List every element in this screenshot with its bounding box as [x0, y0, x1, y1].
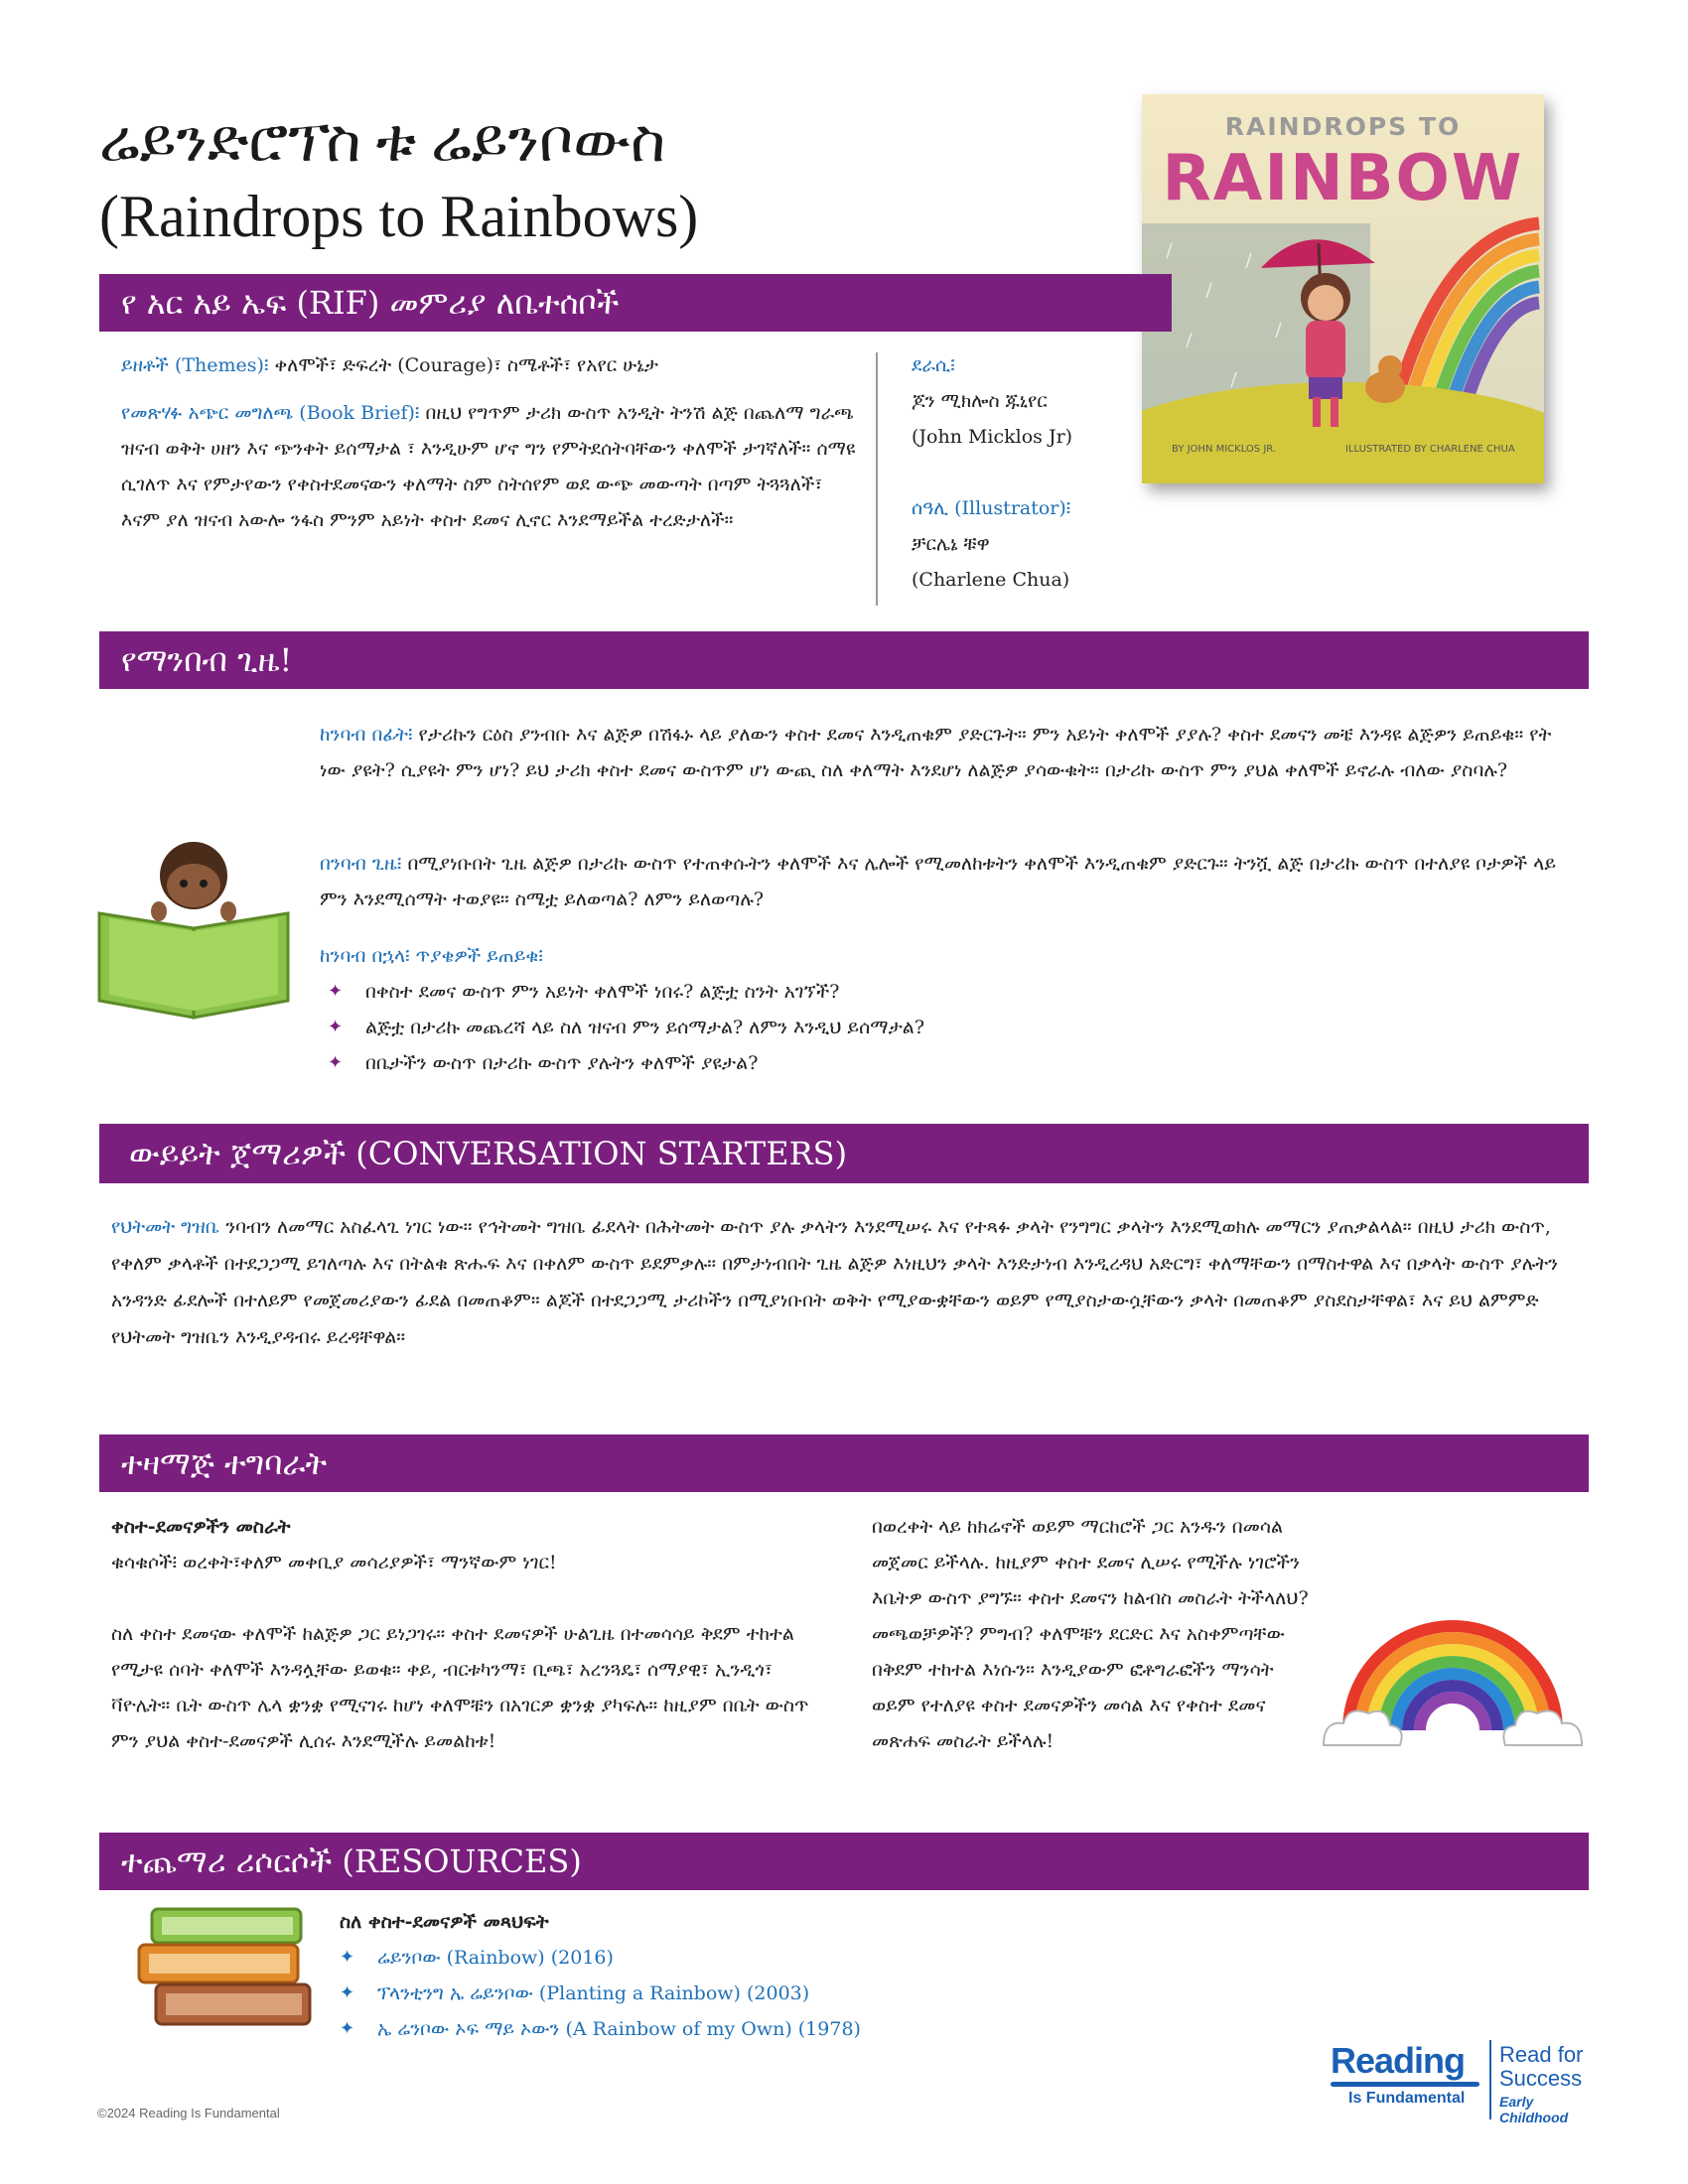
logo-divider: [1489, 2040, 1491, 2119]
logo-early-childhood: Early Childhood: [1499, 2094, 1569, 2125]
resources-book-list: [340, 1940, 1333, 2047]
after-reading-questions: [328, 974, 1519, 1081]
illustrator-name: ቻርሌኔ ቹዋ: [912, 533, 990, 555]
logo-success: Success: [1499, 2066, 1583, 2091]
rainbow-icon: [1319, 1557, 1587, 1760]
author-name-english: (John Micklos Jr): [912, 426, 1073, 448]
before-reading-paragraph: [320, 717, 1581, 788]
during-reading-text: በሚያነቡበት ጊዜ ልጅዎ በታሪኩ ውስጥ የተጠቀሱትን ቀለሞች እና ሌሎች የሚመለከቱትን ቀለሞች እንዲጠቁም ያድርጉ። ትንሿ ልጅ በታሪኩ ውስጥ በተለያዩ ቦታዎች ላይ ምን እንደሚሰማት ተወያዩ። ስሜቷ ይለወጣል? ለምን ይለወጣሉ?: [320, 853, 1557, 910]
bullet-icon: ✦: [340, 1982, 355, 2003]
logo-reading: Reading: [1331, 2040, 1466, 2081]
activity-title: ቀስተ-ደመናዎችን መስራት: [111, 1516, 291, 1538]
bullet-icon: ✦: [328, 981, 344, 1002]
list-item[interactable]: ✦ ኤ ሬንቦው ኦፍ ማይ ኦውን (A Rainbow of my Own) (1978): [340, 2011, 1333, 2047]
activity-right-text: በወረቀት ላይ ከክሬኖች ወይም ማርከሮች ጋር አንዱን በመሳል መጀመር ይችላሉ. ከዚያም ቀስተ ደመና ሊሠሩ የሚችሉ ነገሮችን እቤትዎ ውስጥ ያግኙ። ቀስተ ደመናን ከልብስ መስራት ትችላለህ? መጫወቻዎች? ምግብ? ቀለሞቹን ደርድር እና አስቀምጣቸው በቅደም ተከተል እነሱን። እንዲያውም ፎቶግራፎችን ማንሳት ወይም የተለያዩ ቀስተ ደመናዎችን መሳል እና የቀስተ ደመና መጽሐፍ መስራት ይችላሉ!: [872, 1516, 1309, 1752]
list-item[interactable]: ✦ ሬይንቦው (Rainbow) (2016): [340, 1940, 1333, 1976]
resources-subtitle: ስለ ቀስተ-ደመናዎች መጻህፍት: [340, 1911, 549, 1933]
books-stack-icon: [134, 1901, 323, 2035]
conversation-section-heading: ውይይት ጀማሪዎች (CONVERSATION STARTERS): [99, 1124, 1589, 1183]
child-reading-icon: [94, 834, 293, 1023]
resources-section-heading: ተጨማሪ ሪሶርሶች (RESOURCES): [99, 1833, 1589, 1890]
page-title-amharic: ሬይንድሮፕስ ቱ ሬይንቦውስ: [99, 108, 666, 174]
illustrator-block: [912, 490, 1140, 598]
activity-section-heading: ተዛማጅ ተግባራት: [99, 1434, 1589, 1492]
page-title-english: (Raindrops to Rainbows): [99, 184, 699, 249]
author-label: ደራሲ፧: [912, 354, 955, 376]
cover-title-top: RAINDROPS TO: [1224, 112, 1462, 141]
book-brief-text: በዚህ የግጥም ታሪክ ውስጥ አንዲት ትንሽ ልጅ በጨለማ ግራጫ ዝናብ ወቅት ሀዘን እና ጭንቀት ይሰማታል ፣ እንዲሁም ሆኖ ግን የምትደሰትባቸውን ቀለሞች ታገኛለች። ሰማዩ ሲገለጥ እና የምታየውን የቀስተደመናውን ቀለማት ስም ስትሰየም ወደ ውጭ መውጣት በጣም ትጓጓለች፣ እናም ያለ ዝናብ አውሎ ንፋስ ምንም አይነት ቀስተ ደመና ሊኖር እንደማይችል ተረድታለች።: [121, 402, 856, 531]
cover-illustrator-credit: ILLUSTRATED BY CHARLENE CHUA: [1345, 444, 1515, 455]
logo-read-for: Read for: [1499, 2042, 1584, 2067]
rainbow-illustration: [1319, 1557, 1587, 1760]
list-item[interactable]: ✦ ፕላንቲንግ ኤ ሬይንቦው (Planting a Rainbow) (2003): [340, 1976, 1333, 2011]
logo-fundamental: Is Fundamental: [1348, 2090, 1466, 2107]
after-reading-label: ከንባብ በኋላ፧ ጥያቄዎች ይጠይቁ፧: [320, 945, 543, 967]
cover-author-credit: BY JOHN MICKLOS JR.: [1172, 444, 1277, 455]
list-item: ✦ ልጅቷ በታሪኩ መጨረሻ ላይ ስለ ዝናብ ምን ይሰማታል? ለምን እንዲህ ይሰማታል?: [328, 1010, 1519, 1045]
bullet-icon: ✦: [340, 2018, 355, 2039]
books-stack-illustration: [134, 1901, 323, 2035]
activity-left-text: ስለ ቀስተ ደመናው ቀለሞች ከልጅዎ ጋር ይነጋገሩ። ቀስተ ደመናዎች ሁልጊዜ በተመሳሳይ ቅደም ተከተል የሚታዩ ሰባት ቀለሞች እንዳሏቸው ይወቁ። ቀይ, ብርቱካንማ፣ ቢጫ፣ አረንጓዴ፣ ሰማያዊ፣ ኢንዲጎ፣ ቫዮሌት። ቤት ውስጥ ሌላ ቋንቋ የሚናገሩ ከሆነ ቀለሞቹን በአገርዎ ቋንቋ ያካፍሉ። ከዚያም በቤት ውስጥ ምን ያህል ቀስተ-ደመናዎች ሊሰሩ እንደሚችሉ ይመልከቱ!: [111, 1623, 809, 1752]
during-reading-label: በንባብ ጊዜ፧: [320, 853, 402, 875]
list-item: ✦ በቤታችን ውስጥ በታሪኩ ውስጥ ያሉትን ቀለሞች ያዩታል?: [328, 1045, 1519, 1081]
print-awareness-label: የህትመት ግዝቤ: [111, 1216, 220, 1238]
book-cover: [1142, 94, 1544, 483]
child-reading-illustration: [94, 834, 293, 1023]
themes-text: ቀለሞች፣ ድፍረት (Courage)፣ ስሜቶች፣ የአየር ሁኔታ: [268, 354, 659, 376]
author-block: [912, 347, 1130, 455]
print-awareness-text: ንባብን ለመማር አስፈላጊ ነገር ነው። የኅትመት ግዝቤ ፊደላት በሕትመት ውስጥ ያሉ ቃላትን እንደሚሠሩ እና የተጻፉ ቃላት የንግግር ቃላትን እንደሚወክሉ መማርን ያጠቃልላል። በዚህ ታሪክ ውስጥ, የቀለም ቃላቶች በተደጋጋሚ ይገለጣሉ እና በትልቁ ጽሑፍ እና በቀለም ውስጥ ይደምቃሉ። በምታነብበት ጊዜ ልጅዎ እነዚህን ቃላት እንድታነብ እንዲረዳህ አድርግ፣ ቀለማቸውን በማስተዋል እና በቃላት ውስጥ ያሉትን አንዳንድ ፊደሎች በተለይም የመጀመሪያውን ፊደል በመጠቆም። ልጆች በተደጋጋሚ ታሪኮችን በሚያነቡበት ወቅት የሚያውቋቸውን ወይም የሚያስታውሷቸውን ቃላት በመጠቆም ያስደስታቸዋል፣ እና ይህ ልምምድ የህትመት ግዝቤን እንዲያዳብሩ ይረዳቸዋል።: [111, 1216, 1559, 1348]
book-brief-label: የመጽሃፉ አጭር መግለጫ (Book Brief)፧: [121, 402, 420, 424]
during-reading-paragraph: [320, 846, 1581, 917]
bullet-icon: ✦: [328, 1017, 344, 1037]
themes-label: ይዘቶች (Themes)፧: [121, 354, 269, 376]
print-awareness-paragraph: [111, 1209, 1576, 1356]
column-divider: [876, 352, 878, 606]
activity-materials: ቁሳቁሶች፧ ወረቀት፣ቀለም መቀቢያ መሳሪያዎች፣ ማንኛውም ነገር!: [111, 1552, 557, 1573]
themes-paragraph: [121, 347, 856, 383]
bullet-icon: ✦: [340, 1947, 355, 1968]
copyright-text: ©2024 Reading Is Fundamental: [97, 2106, 280, 2120]
guide-section-heading: የ አር አይ ኤፍ (RIF) መምሪያ ለቤተሰቦች: [99, 274, 1172, 332]
logo-underline: [1331, 2082, 1479, 2087]
bullet-icon: ✦: [328, 1052, 344, 1073]
reading-section-heading: የማንበብ ጊዜ!: [99, 631, 1589, 689]
illustrator-name-english: (Charlene Chua): [912, 569, 1070, 591]
list-item: ✦ በቀስተ ደመና ውስጥ ምን አይነት ቀለሞች ነበሩ? ልጅቷ ስንት አገኘች?: [328, 974, 1519, 1010]
book-brief-paragraph: [121, 395, 856, 538]
before-reading-text: የታሪኩን ርዕስ ያንብቡ እና ልጅዎ በሽፋኑ ላይ ያለውን ቀስተ ደመና እንዲጠቁም ያድርጉት። ምን አይነት ቀለሞች ያያሉ? ቀስተ ደመናን መቼ እንዳዩ ልጅዎን ይጠይቁ። የት ነው ያዩት? ሲያዩት ምን ሆነ? ይህ ታሪክ ቀስተ ደመና ውስጥም ሆነ ውጪ ስለ ቀለማት እንደሆነ ለልጅዎ ያሳውቁት። በታሪኩ ውስጥ ምን ያህል ቀለሞች ይኖራሉ ብለው ያስባሉ?: [320, 724, 1552, 781]
author-name: ጆን ሚክሎስ ጁኒየር: [912, 390, 1048, 412]
cover-title-main: RAINBOW: [1162, 142, 1524, 215]
illustrator-label: ሰዓሊ (Illustrator)፧: [912, 497, 1071, 519]
rif-logo: [1331, 2040, 1594, 2129]
before-reading-label: ከንባብ በፊት፧: [320, 724, 413, 746]
